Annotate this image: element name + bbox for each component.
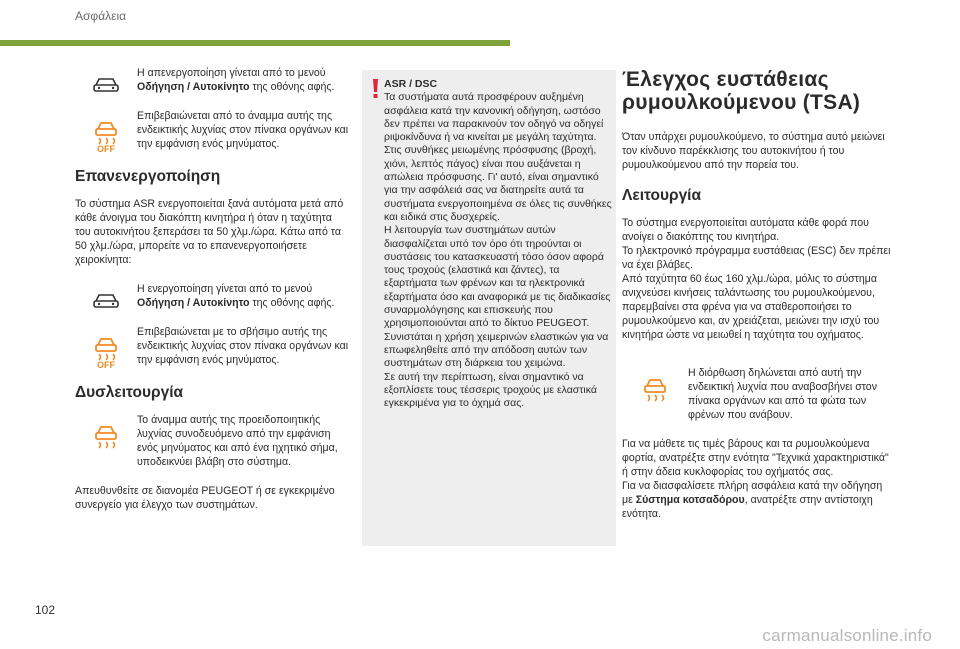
warning-paragraph: Σε αυτή την περίπτωση, είναι σημαντικό να εξοπλίσετε τους τέσσερις τροχούς με ελαστικά εγκεκριμένα για το όχημά σας.: [384, 370, 597, 410]
row-text: Επιβεβαιώνεται από το άναμμα αυτής της ενδεικτικής λυχνίας στον πίνακα οργάνων και την εμφάνιση ενός μηνύματος.: [137, 110, 349, 150]
warning-paragraph: Συνιστάται η χρήση χειμερινών ελαστικών για να επωφεληθείτε από την απόδοση αυτών των συστημάτων στη διάρκεια του χειμώνα.: [384, 330, 609, 370]
warning-box: [362, 70, 616, 546]
car-menu-icon: [91, 76, 121, 94]
page-section-title: Έλεγχος ευστάθειας ρυμουλκούμενου (TSA): [622, 68, 861, 114]
reactivation-text: Το σύστημα ASR ενεργοποιείται ξανά αυτόματα μετά από κάθε άνοιγμα του διακόπτη κινητήρα ή όταν η ταχύτητα του αυτοκινήτου ξεπεράσει τα 50 χλμ./ώρα. Κάτω από τα 50 χλμ./ώρα, μπορείτε να το επανενεργοποιήσετε χειροκίνητα:: [75, 198, 344, 266]
car-menu-icon: [91, 292, 121, 310]
operation-text: Από ταχύτητα 60 έως 160 χλμ./ώρα, μόλις το σύστημα ανιχνεύσει κινήσεις ταλάντωσης του ρυμουλκούμενου, παρεμβαίνει στα φρένα για να σταθεροποιήσει το ρυμουλκούμενο και, αν χρειάζεται, μειώνει την ισχύ του κινητήρα ώστε να μειωθεί η ταχύτητα του οχήματος.: [622, 273, 880, 341]
malfunction-text: Απευθυνθείτε σε διανομέα PEUGEOT ή σε εγκεκριμένο συνεργείο για έλεγχο των συστημάτων.: [75, 485, 335, 511]
section-title-malfunction: Δυσλειτουργία: [75, 384, 184, 401]
menu-path: Οδήγηση / Αυτοκίνητο: [137, 81, 250, 93]
closing-text-start: Για να μάθετε τις τιμές βάρους και τα ρυμουλκούμενα φορτία, ανατρέξτε στην ενότητα "Τεχνικά χαρακτηριστικά" ή στην άδεια κυκλοφορίας του οχήματός σας. Για να διασφαλίσετε πλήρη ασφάλεια κατά την οδήγηση με: [622, 438, 889, 506]
asr-off-icon: [91, 335, 121, 369]
tsa-intro: Όταν υπάρχει ρυμουλκούμενο, το σύστημα αυτό μειώνει τον κίνδυνο παρέκκλισης του αυτοκινήτου ή του ρυμουλκούμενου από την πορεία του.: [622, 131, 885, 171]
section-title-operation: Λειτουργία: [622, 187, 702, 204]
deactivation-confirm-row: [75, 109, 350, 153]
esc-warning-icon: [91, 423, 121, 451]
row-text: Η διόρθωση δηλώνεται από αυτή την ενδεικτική λυχνία που αναβοσβήνει στον πίνακα οργάνων και από τα φώτα των φρένων που ανάβουν.: [688, 367, 877, 421]
closing-text: [622, 437, 894, 521]
warning-title: ASR / DSC: [384, 78, 438, 90]
warning-paragraph: Τα συστήματα αυτά προσφέρουν αυξημένη ασφάλεια κατά την κανονική οδήγηση, ωστόσο δεν πρέπει να παρακινούν τον οδηγό να οδηγεί ριψοκίνδυνα ή να κινείται με μεγάλη ταχύτητα. Στις συνθήκες μειωμένης πρόσφυσης (βροχή, χιόνι, λεπτός πάγος) είναι που αυξάνεται η απώλεια πρόσφυσης. Γι' αυτό, είναι σημαντικό για την ασφάλειά σας να διατηρείτε αυτά τα συστήματα ενεργοποιημένα σε όλες τις συνθήκες και ειδικά στις δυσχερείς.: [384, 91, 612, 223]
correction-row: [622, 366, 894, 422]
row-text-end: της οθόνης αφής.: [252, 297, 335, 309]
off-badge: OFF: [97, 360, 115, 369]
right-column: [622, 68, 894, 521]
warning-paragraph: Η λειτουργία των συστημάτων αυτών διασφαλίζεται υπό τον όρο ότι τηρούνται οι συστάσεις του κατασκευαστή τόσο όσον αφορά τους τροχούς (ελαστικά και ζάντες), τα εξαρτήματα των φρένων και τα ηλεκτρονικά εξαρτήματα όσο και αναφορικά με τις διαδικασίες συναρμολόγησης και επισκευής που χρησιμοποιούνται από το δίκτυο PEUGEOT.: [384, 224, 611, 330]
operation-text: Το σύστημα ενεργοποιείται αυτόματα κάθε φορά που ανοίγει ο διακόπτης του κινητήρα.: [622, 217, 869, 243]
row-text: Το άναμμα αυτής της προειδοποιητικής λυχνίας συνοδευόμενο από την εμφάνιση ενός μηνύματος και από ένα ηχητικό σήμα, υποδεικνύει βλάβη στο σύστημα.: [137, 414, 338, 468]
asr-off-icon: [91, 119, 121, 153]
page-number: 102: [35, 603, 56, 617]
row-text: Η απενεργοποίηση γίνεται από το μενού: [137, 67, 326, 79]
row-text: Επιβεβαιώνεται με το σβήσιμο αυτής της ενδεικτικής λυχνίας στον πίνακα οργάνων και την εμφάνιση ενός μηνύματος.: [137, 326, 349, 366]
activation-confirm-row: [75, 325, 350, 369]
watermark: carmanualsonline.info: [762, 626, 932, 645]
header-accent-bar: [0, 40, 510, 46]
operation-text: Το ηλεκτρονικό πρόγραμμα ευστάθειας (ESC) δεν πρέπει να έχει βλάβες.: [622, 245, 891, 271]
closing-text-end: , ανατρέξτε στην αντίστοιχη ενότητα.: [622, 494, 873, 520]
row-text-end: της οθόνης αφής.: [252, 81, 335, 93]
menu-path: Οδήγηση / Αυτοκίνητο: [137, 297, 250, 309]
row-text: Η ενεργοποίηση γίνεται από το μενού: [137, 283, 313, 295]
towbar-link-text: Σύστημα κοτσαδόρου: [635, 494, 745, 506]
malfunction-row: [75, 413, 350, 469]
section-title-reactivation: Επανενεργοποίηση: [75, 168, 221, 185]
left-column: [75, 66, 350, 527]
esc-warning-icon: [639, 376, 671, 404]
activation-row: [75, 282, 350, 310]
page-header-title: Ασφάλεια: [75, 9, 127, 23]
exclamation-icon: [372, 79, 379, 99]
deactivation-row: [75, 66, 350, 94]
off-badge: OFF: [97, 144, 115, 153]
